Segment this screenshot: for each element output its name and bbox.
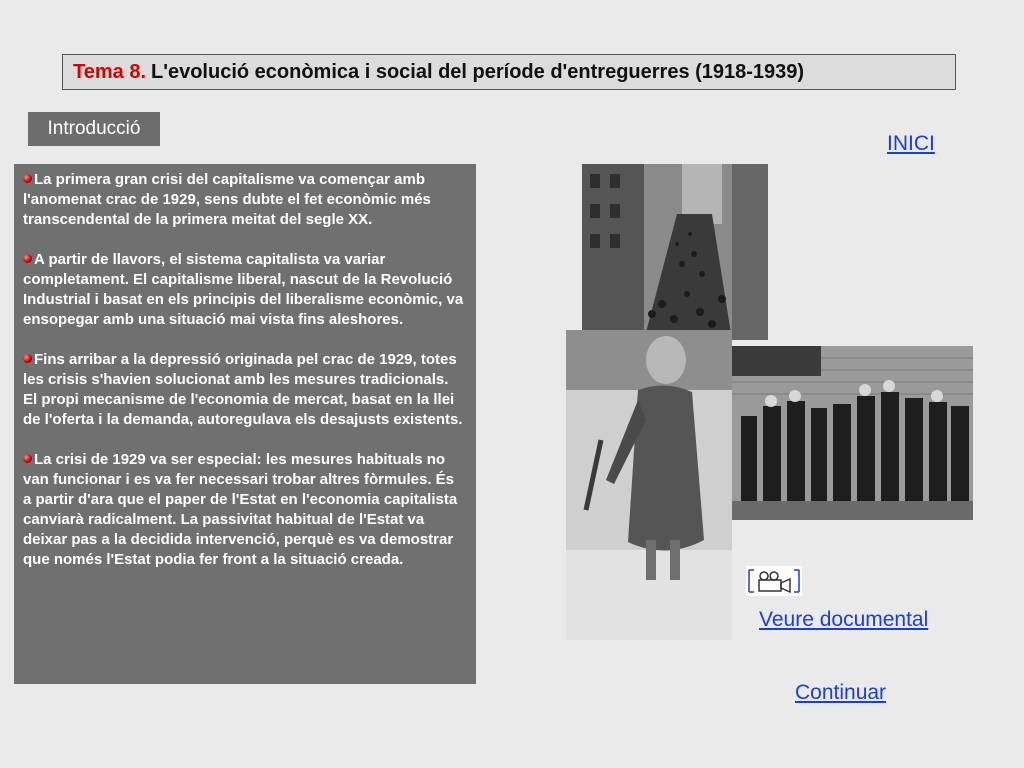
film-camera-icon[interactable] (746, 566, 802, 596)
page-title (62, 54, 956, 90)
paragraph: La crisi de 1929 va ser especial: les mesures habituals no van funcionar i es va fer necessari trobar altres fòrmules. És a partir d'ara que el paper de l'Estat en l'economia capitalista canviarà radicalment. La passivitat habitual de l'Estat va deixar pas a la decidida intervenció, perquè es va demostrar que només l'Estat podia fer front a la situació creada. (23, 451, 458, 568)
intro-tab: Introducció (28, 112, 160, 146)
photo-child (566, 330, 732, 640)
red-ball-bullet-icon (23, 354, 32, 363)
photo-wall-street-crowd (582, 164, 768, 340)
continue-link[interactable]: Continuar (795, 681, 887, 704)
paragraph: La primera gran crisi del capitalisme va començar amb l'anomenat crac de 1929, sens dubte el fet econòmic més transcendental de la primera meitat del segle XX. (23, 171, 431, 228)
intro-text-panel (14, 164, 476, 684)
watch-documentary-link[interactable]: Veure documental (759, 608, 929, 631)
paragraph: A partir de llavors, el sistema capitalista va variar completament. El capitalisme liberal, nascut de la Revolució Industrial i basat en els principis del liberalisme econòmic, va ensopegar amb una situació mai vista fins aleshores. (23, 251, 464, 328)
red-ball-bullet-icon (23, 174, 32, 183)
paragraph: Fins arribar a la depressió originada pel crac de 1929, totes les crisis s'havien solucionat amb les mesures tradicionals. El propi mecanisme de l'economia de mercat, basat en la llei de l'oferta i la demanda, autoregulava els desajusts existents. (23, 351, 463, 428)
home-link[interactable]: INICI (887, 132, 935, 155)
red-ball-bullet-icon (23, 454, 32, 463)
red-ball-bullet-icon (23, 254, 32, 263)
title-accent: Tema 8. (73, 60, 146, 83)
photo-bread-line (731, 346, 973, 520)
title-text: L'evolució econòmica i social del període d'entreguerres (1918-1939) (151, 60, 805, 83)
